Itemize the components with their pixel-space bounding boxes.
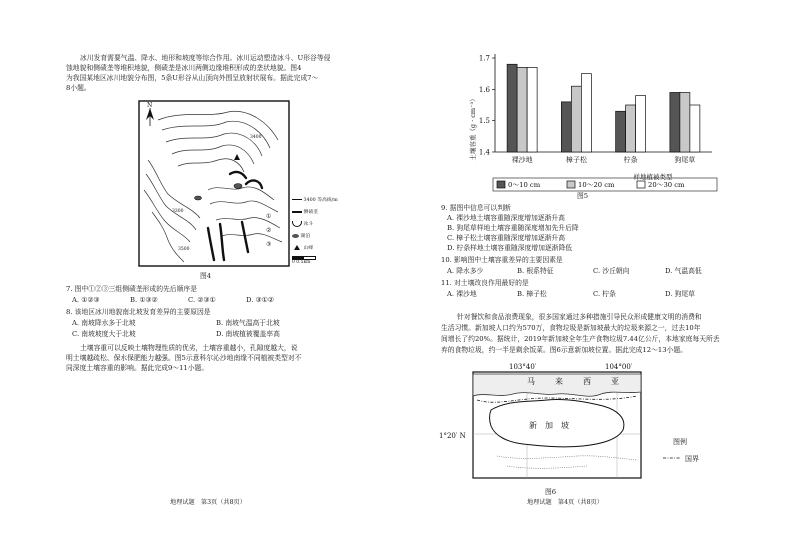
y-tick-label: 1.6 bbox=[478, 85, 490, 94]
question-7-option-d: D. ③①② bbox=[246, 296, 274, 304]
question-9-option-b: B. 狗尾草样地土壤容重随深度增加先升后降 bbox=[447, 224, 579, 232]
country-label-char: 马 bbox=[527, 377, 535, 386]
legend-swatch bbox=[567, 181, 575, 188]
chart-bar bbox=[571, 86, 581, 152]
question-8-stem: 8. 该地区冰川地貌南北坡发育差异的主要原因是 bbox=[66, 308, 211, 316]
peak-icon bbox=[294, 245, 300, 250]
chart-ylabel: 土壤容重（g · cm⁻³） bbox=[469, 95, 477, 161]
question-11-option-a: A. 裸沙地 bbox=[447, 290, 477, 298]
question-10-option-d: D. 气温高低 bbox=[665, 267, 702, 275]
category-label: 裸沙地 bbox=[511, 156, 533, 164]
page-footer-right: 地理试题 第4页（共8页） bbox=[527, 499, 603, 506]
figure-5-bar-chart bbox=[457, 48, 727, 198]
right-page bbox=[397, 0, 794, 540]
intro-line-3: 为我国某地区冰川地貌分布图，5条U形谷从山顶向外围呈放射状展布。据此完成7～ bbox=[66, 74, 319, 82]
north-label: N bbox=[147, 102, 153, 109]
soil-intro-line-3: 同深度土壤容重的影响。据此完成9～11小题。 bbox=[66, 364, 209, 372]
figure-6-caption: 图6 bbox=[545, 488, 557, 496]
question-7-option-c: C. ②③① bbox=[188, 296, 216, 304]
question-9-option-c: C. 樟子松土壤容重随深度增加逐渐升高 bbox=[447, 234, 566, 242]
marker-1: ① bbox=[266, 213, 272, 220]
legend-swatch bbox=[637, 181, 645, 188]
moraine-ridge-icon bbox=[292, 211, 302, 213]
question-7-stem: 7. 图中①②③三组侧碛垄形成的先后顺序是 bbox=[66, 285, 197, 293]
singapore-intro-line-4: 弃的食物垃圾，约一半是剩余饭菜。图6示意新加坡位置。据此完成12～13小题。 bbox=[441, 346, 687, 354]
map-legend-item: 国界 bbox=[685, 455, 699, 463]
contour-line-icon bbox=[292, 199, 302, 200]
legend-swatch bbox=[497, 181, 505, 188]
map-legend-title: 图例 bbox=[673, 438, 687, 446]
chart-bar bbox=[636, 96, 646, 152]
chart-bar bbox=[561, 102, 571, 152]
longitude-label-left: 103°40′ bbox=[509, 363, 537, 371]
category-label: 樟子松 bbox=[565, 156, 587, 164]
figure-5-caption: 图5 bbox=[577, 192, 589, 200]
singapore-intro-line-3: 间增长了约20%。据统计，2019年新加坡全年生产食物垃圾7.44亿公斤，本地家庭每天所丢 bbox=[441, 335, 720, 343]
contour-label: 3500 bbox=[178, 247, 190, 252]
chart-bar bbox=[527, 67, 537, 152]
country-label-char: 亚 bbox=[611, 377, 619, 386]
question-9-option-d: D. 柠条样地土壤容重随深度增加逐渐降低 bbox=[447, 244, 573, 252]
figure-6-singapore-map bbox=[437, 360, 737, 488]
cirque-icon bbox=[292, 221, 302, 227]
question-9-stem: 9. 据图中信息可以判断 bbox=[441, 204, 511, 212]
question-10-option-b: B. 根系特征 bbox=[517, 267, 554, 275]
legend-label: 0～10 cm bbox=[508, 181, 541, 189]
question-11-option-d: D. 狗尾草 bbox=[665, 290, 695, 298]
singapore-label: 新 加 坡 bbox=[529, 421, 569, 430]
contour-label: 3300 bbox=[172, 209, 184, 214]
question-9-option-a: A. 裸沙地土壤容重随深度增加逐渐升高 bbox=[447, 214, 565, 222]
figure-4-legend: 3400 等高线/m 侧碛垄 冰斗 湖泊 山峰 0 0.5km bbox=[292, 198, 338, 265]
category-label: 狗尾草 bbox=[674, 156, 696, 164]
singapore-intro-line-2: 生活习惯。新加坡人口约为570万，食物垃圾是新加坡最大的垃圾来源之一，过去10年 bbox=[441, 324, 701, 332]
latitude-label: 1°20′ N bbox=[439, 432, 466, 440]
intro-line-1: 冰川发育需要气温、降水、地形和坡度等综合作用。冰川运动塑造冰斗、U形谷等侵 bbox=[80, 54, 331, 62]
longitude-label-right: 104°00′ bbox=[605, 363, 633, 371]
y-tick-label: 1.5 bbox=[478, 117, 490, 126]
intro-line-4: 8小题。 bbox=[66, 84, 91, 92]
legend-label: 20～30 cm bbox=[648, 181, 685, 189]
chart-bar bbox=[680, 92, 690, 152]
intro-line-2: 蚀地貌和侧碛垄等堆积地貌，侧碛垄是冰川两侧边缘堆积形成的垄状地貌。图4 bbox=[66, 64, 302, 72]
question-10-stem: 10. 影响图中土壤容重差异的主要因素是 bbox=[441, 256, 563, 264]
figure-4-caption: 图4 bbox=[200, 272, 212, 280]
scale-label: 0 0.5km bbox=[292, 260, 311, 265]
question-11-option-c: C. 柠条 bbox=[593, 290, 616, 298]
question-10-option-a: A. 降水多少 bbox=[447, 267, 484, 275]
chart-bar bbox=[626, 105, 636, 152]
chart-bar bbox=[616, 111, 626, 152]
question-7-option-b: B. ①③② bbox=[130, 296, 158, 304]
singapore-intro-line-1: 针对餐饮和食品浪费现象，很多国家通过多种措施引导民众形成健康文明的消费和 bbox=[457, 313, 702, 321]
soil-intro-line-2: 明土壤越疏松、保水保肥能力越强。图5示意科尔沁沙地南缘不同植被类型对不 bbox=[66, 354, 302, 362]
figure-4-glacier-map bbox=[138, 100, 290, 268]
question-8-option-a: A. 南坡降水多于北坡 bbox=[72, 319, 136, 327]
chart-bar bbox=[507, 64, 517, 152]
marker-3: ③ bbox=[266, 241, 272, 248]
chart-xlabel: 样地植被类型 bbox=[633, 173, 673, 181]
chart-bar bbox=[517, 67, 527, 152]
chart-bar bbox=[581, 74, 591, 152]
marker-2: ② bbox=[266, 227, 272, 234]
category-label: 柠条 bbox=[623, 156, 638, 164]
soil-intro-line-1: 土壤容重可以反映土壤物理性质的优劣，土壤容重越小，孔隙度越大，说 bbox=[80, 344, 298, 352]
contour-label: 3400 bbox=[250, 135, 262, 140]
question-7-option-a: A. ①②③ bbox=[72, 296, 100, 304]
question-8-option-d: D. 南坡植被覆盖率高 bbox=[216, 330, 280, 338]
y-tick-label: 1.4 bbox=[478, 148, 490, 157]
question-8-option-c: C. 南坡坡度大于北坡 bbox=[72, 330, 136, 338]
lake-icon bbox=[292, 234, 299, 238]
chart-bar bbox=[690, 105, 700, 152]
question-10-option-c: C. 沙丘朝向 bbox=[593, 267, 630, 275]
question-8-option-b: B. 南坡气温高于北坡 bbox=[216, 319, 280, 327]
country-label-char: 西 bbox=[583, 377, 591, 386]
question-11-option-b: B. 樟子松 bbox=[517, 290, 547, 298]
legend-label: 10～20 cm bbox=[578, 181, 615, 189]
question-11-stem: 11. 对土壤改良作用最好的是 bbox=[441, 279, 529, 287]
page-footer-left: 地理试题 第3页（共8页） bbox=[170, 499, 246, 506]
country-label-char: 来 bbox=[555, 377, 563, 386]
chart-bar bbox=[670, 92, 680, 152]
y-tick-label: 1.7 bbox=[478, 54, 490, 63]
